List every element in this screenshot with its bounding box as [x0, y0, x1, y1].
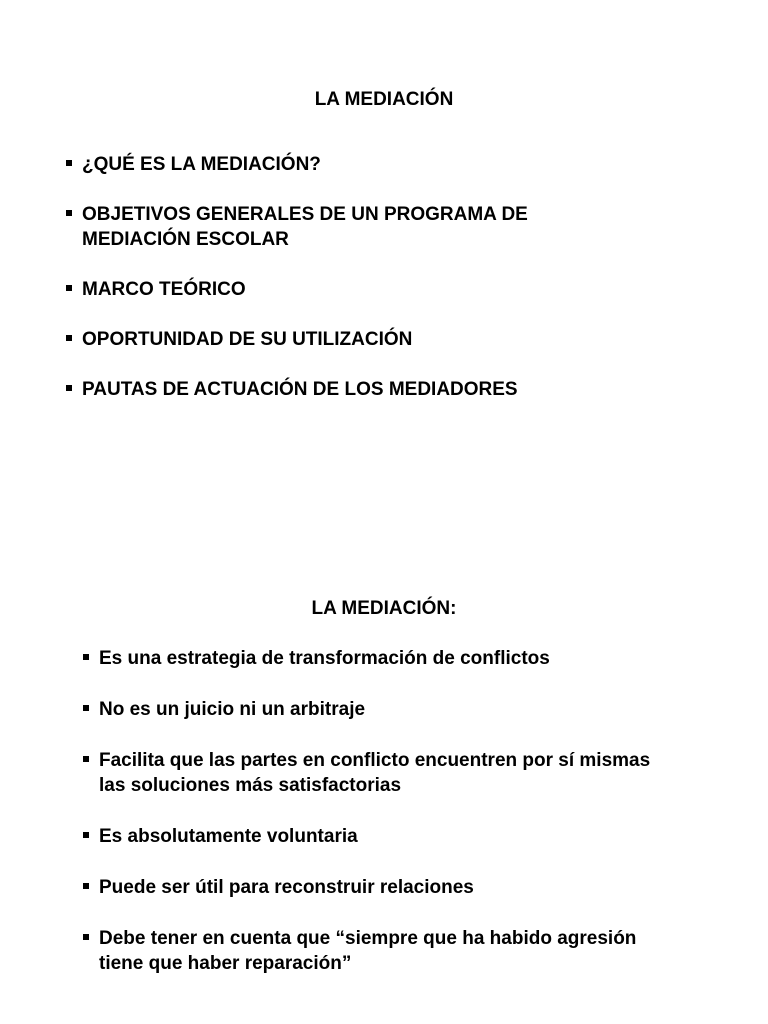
- list-item: [80, 824, 750, 849]
- contents-list: [63, 152, 743, 427]
- list-item-text: Facilita que las partes en conflicto encuentren por sí mismas las soluciones más satisfactorias: [99, 750, 651, 796]
- list-item-text: Puede ser útil para reconstruir relaciones: [99, 877, 474, 898]
- slide-1-title: LA MEDIACIÓN: [314, 89, 454, 110]
- square-bullet-icon: [83, 756, 89, 762]
- list-item: [63, 327, 743, 352]
- list-item-text: OBJETIVOS GENERALES DE UN PROGRAMA DE MEDIACIÓN ESCOLAR: [82, 204, 528, 250]
- square-bullet-icon: [83, 883, 89, 889]
- square-bullet-icon: [66, 160, 72, 166]
- list-item: [63, 277, 743, 302]
- square-bullet-icon: [83, 832, 89, 838]
- list-item-text: ¿QUÉ ES LA MEDIACIÓN?: [82, 154, 321, 175]
- square-bullet-icon: [83, 705, 89, 711]
- list-item: [80, 646, 750, 671]
- list-item: [63, 202, 602, 252]
- list-item: [63, 152, 743, 177]
- list-item-text: No es un juicio ni un arbitraje: [99, 699, 366, 720]
- list-item-text: OPORTUNIDAD DE SU UTILIZACIÓN: [82, 329, 413, 350]
- list-item: [80, 748, 659, 798]
- definition-list: [80, 646, 750, 1002]
- list-item: [63, 377, 743, 402]
- square-bullet-icon: [66, 285, 72, 291]
- list-item-text: Es una estrategia de transformación de conflictos: [99, 648, 550, 669]
- list-item-text: PAUTAS DE ACTUACIÓN DE LOS MEDIADORES: [82, 379, 518, 400]
- list-item: [80, 926, 639, 976]
- square-bullet-icon: [83, 934, 89, 940]
- square-bullet-icon: [66, 385, 72, 391]
- slide-definition: [0, 500, 768, 1024]
- square-bullet-icon: [66, 210, 72, 216]
- square-bullet-icon: [83, 654, 89, 660]
- list-item: [80, 697, 750, 722]
- list-item-text: Es absolutamente voluntaria: [99, 826, 358, 847]
- list-item-text: MARCO TEÓRICO: [82, 279, 246, 300]
- slide-contents: [0, 0, 768, 500]
- list-item-text: Debe tener en cuenta que “siempre que ha habido agresión tiene que haber reparación”: [99, 928, 637, 974]
- square-bullet-icon: [66, 335, 72, 341]
- slide-2-title: LA MEDIACIÓN:: [311, 598, 457, 619]
- list-item: [80, 875, 750, 900]
